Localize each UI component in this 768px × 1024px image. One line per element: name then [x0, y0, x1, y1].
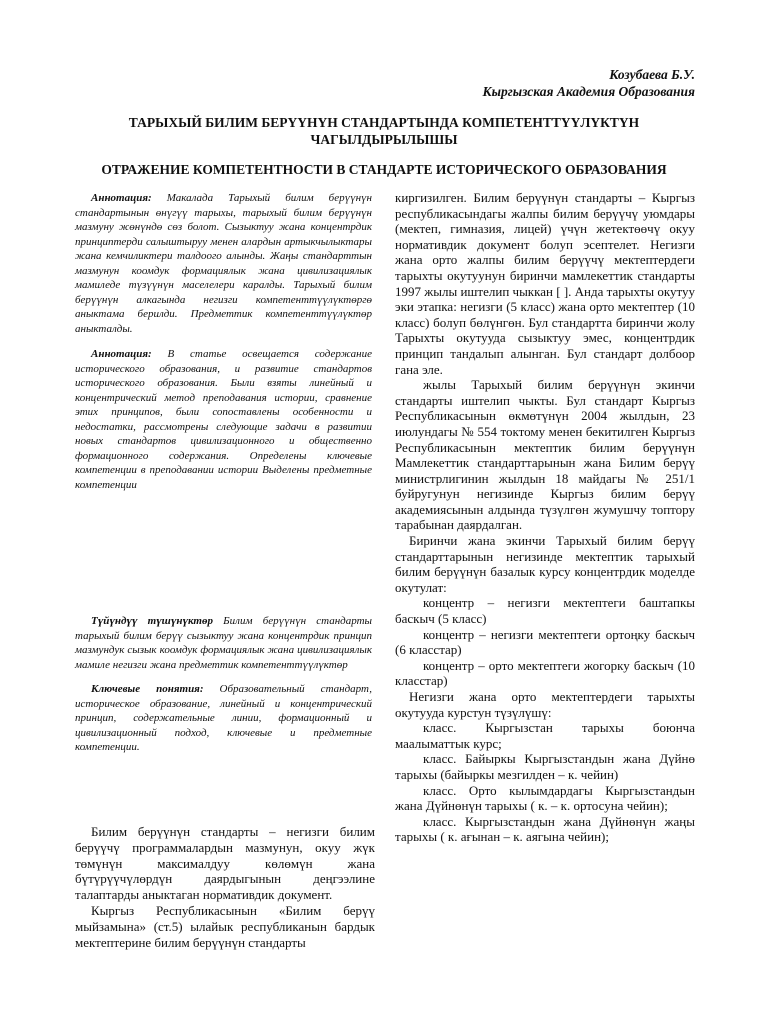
course-item-4: класс. Кыргызстандын жана Дүйнөнүн жаңы тарыхы ( к. ағынан – к. аягына чейин);: [395, 813, 695, 845]
annotation-kyrgyz: [75, 191, 372, 336]
concentr-item-1: концентр – негизги мектептеги баштапкы баскыч (5 класс): [395, 595, 695, 627]
keywords-ru-text: Образовательный стандарт, историческое образование, линейный и концентрический принцип, содержательные линии, формационный и цивилизационный подход, ключевые и предметные компетенции.: [75, 683, 372, 753]
annotation-ru-text: В статье освещается содержание исторического образования, и развитие стандартов исторического образования. Были взяты линейный и концентрический метод преподавания истории, сравнение этих принципов, были сопоставлены особенности и недостатки, рассмотрены следующие задачи в развитии новых стандартов цивилизационного и общественно формационного содержания. Определены ключевые компетенции в преподавании истории Выделены предметные компетенции: [75, 348, 372, 491]
body-left-paragraph-2: Кыргыз Республикасынын «Билим берүү мыйзамына» (ст.5) ылайык республиканын бардык мектептерине билим берүүнүн стандарты: [75, 902, 375, 950]
keywords-ky-label: Түйүндүү түшүнүктөр: [91, 615, 213, 627]
annotation-ky-label: Аннотация:: [91, 192, 152, 204]
annotation-ru-label: Аннотация:: [91, 348, 152, 360]
author-block: [483, 66, 695, 100]
course-item-1: класс. Кыргызстан тарыхы боюнча маалыматтык курс;: [395, 720, 695, 751]
keywords-ky-text: Билим берүүнүн стандарты тарыхый билим берүү сызыктуу жана концентрдик принцип мазмундук сызык коомдук формациялык жана цивилизациялык мамиле негизги жана предметтик компетенттүүлүктөр: [75, 615, 372, 671]
author-name: Козубаева Б.У.: [609, 67, 695, 82]
body-left-column: [75, 824, 375, 950]
keywords-kyrgyz: [75, 614, 372, 672]
concentr-item-3: концентр – орто мектептеги жогорку баскыч (10 класстар): [395, 657, 695, 689]
body-left-paragraph-1: Билим берүүнүн стандарты – негизги билим берүүчү программалардын мазмунун, окуу жүк төмүнүн максималдуу көлөмүн жана бүтүрүүчүлөрдүн даярдыгынын деңгээлине талаптарды аныктаган нормативдик документ.: [75, 824, 375, 903]
annotation-ky-text: Макалада Тарыхый билим берүүнүн стандартынын өнүгүү тарыхы, тарыхый билим берүүнүн мазмуну жөнүндө сөз болот. Сызыктуу жана концентрдик принциптерди салыштыруу менен алардын артыкчылыктары жана кемчиликтери талдоого алынды. Жаңы стандарттын мазмунун коомдук формациялык жана цивилизациялык мамиледе түзүүнүн маселелери каралды. Тарыхый билим берүүнүн алкагында негизги компетенттүүлүктөргө аныктама берилди. Предметтик компетенттүүлүктөр аныкталды.: [75, 192, 372, 335]
annotation-russian: [75, 347, 372, 492]
body-right-column: [395, 190, 695, 845]
keywords-ru-label: Ключевые понятия:: [91, 683, 204, 695]
body-right-paragraph-2: жылы Тарыхый билим берүүнүн экинчи стандарты иштелип чыкты. Бул стандарт Кыргыз Республикасынын өкмөтүнүн 2004 жылдын, 23 июлундагы № 554 токтому менен бекитилген Кыргыз Республикасынын мектептик билим берүүнүн Мамлекеттик стандарттарынын жана Билим берүү министрлигинин жылдын 18 майдагы № 251/1 буйругунун негизинде Кыргыз билим берүү академиясынын алдында түзүлгөн жумушчу топтору тарабынан даярдалган.: [395, 377, 695, 533]
title-kyrgyz: ТАРЫХЫЙ БИЛИМ БЕРҮҮНҮН СТАНДАРТЫНДА КОМПЕТЕНТТҮҮЛҮКТҮН ЧАГЫЛДЫРЫЛЫШЫ: [128, 115, 640, 147]
body-right-paragraph-4: Негизги жана орто мектептердеги тарыхты окутууда курстун түзүлүшү:: [395, 689, 695, 720]
body-right-paragraph-3: Биринчи жана экинчи Тарыхый билим берүү стандарттарынын негизинде мектептик тарыхый билим берүүнүн базалык курсу концентрдик моделде окутулат:: [395, 533, 695, 595]
course-item-2: класс. Байыркы Кыргызстандын жана Дүйнө тарыхы (байыркы мезгилден – к. чейин): [395, 751, 695, 782]
body-right-paragraph-1: киргизилген. Билим берүүнүн стандарты – Кыргыз республикасындагы жалпы билим берүүчү уюмдары (мектеп, гимназия, лицей) үчүн жетектөөчү окуу нормативдик документ болуп эсептелет. Негизги жана орто жалпы билим берүүчү мектептердеги тарыхты окутуунун биринчи мамлекеттик стандарты 1997 жылы иштелип чыккан [ ]. Анда тарыхты окутуу эки этапка: негизги (5 класс) жана орто мектептер (10 класс) болуп бөлүнгөн. Бул стандартта биринчи жолу Тарыхты окутууда сызыктуу эмес, концентрдик принцип тандалып алынган. Бул стандарт долбоор гана эле.: [395, 190, 695, 377]
concentr-item-2: концентр – негизги мектептеги ортоңку баскыч (6 класстар): [395, 626, 695, 658]
keywords-russian: [75, 682, 372, 755]
course-item-3: класс. Орто кылымдардагы Кыргызстандын жана Дүйнөнүн тарыхы ( к. – к. ортосуна чейин);: [395, 782, 695, 814]
title-russian: ОТРАЖЕНИЕ КОМПЕТЕНТНОСТИ В СТАНДАРТЕ ИСТОРИЧЕСКОГО ОБРАЗОВАНИЯ: [101, 162, 667, 177]
author-organization: Кыргызская Академия Образования: [482, 84, 695, 99]
